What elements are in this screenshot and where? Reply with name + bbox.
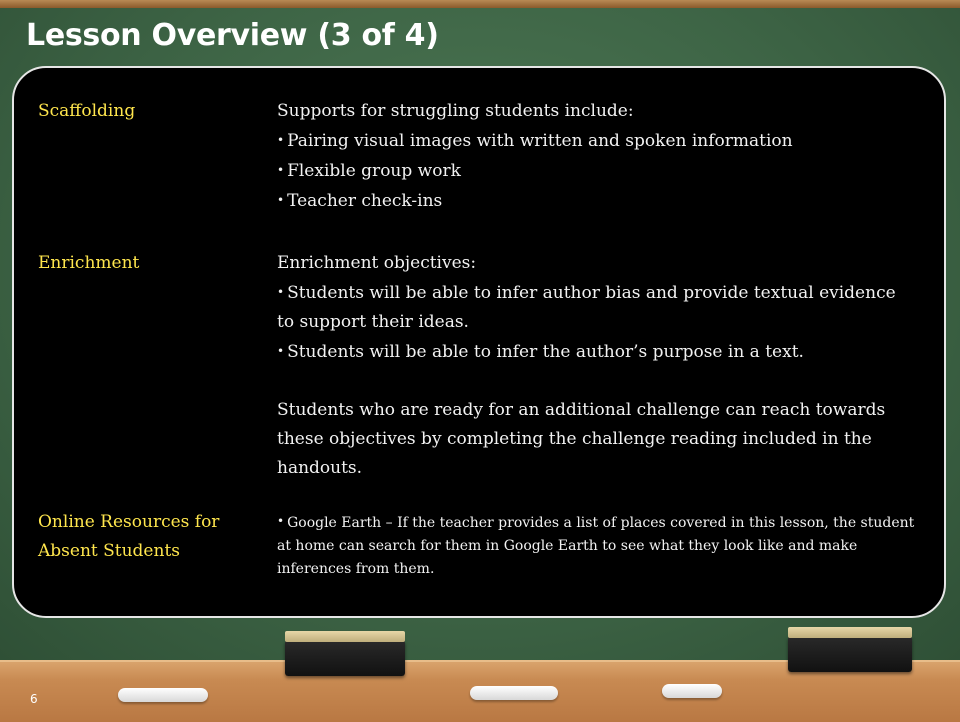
bullet-icon: • [277,285,285,299]
slide-title: Lesson Overview (3 of 4) [26,18,439,53]
list-item: • Flexible group work [277,161,461,181]
chalkboard-frame [0,0,960,8]
bullet-icon: • [277,133,285,147]
bullet-icon: • [277,193,285,207]
enrichment-label: Enrichment [38,253,140,273]
eraser-left [285,640,405,676]
list-item: • Students will be able to infer the author’s purpose in a text. [277,342,804,362]
scaffolding-intro: Supports for struggling students include: [277,101,634,121]
list-item: • Google Earth – If the teacher provides a list of places covered in this lesson, the student at home can search for them in Google Earth to see what they look like and make inferences from them. [277,514,915,577]
list-item: • Students will be able to infer author bias and provide textual evidence to support their ideas. [277,283,896,332]
enrichment-content [277,249,917,483]
list-item: • Teacher check-ins [277,191,443,211]
bullet-icon: • [277,344,285,358]
chalk-piece [118,688,208,702]
online-resources-content [277,510,922,581]
enrichment-intro: Enrichment objectives: [277,253,477,273]
chalk-piece [662,684,722,698]
chalk-piece [470,686,558,700]
scaffolding-content [277,97,917,216]
bullet-icon: • [277,514,285,528]
scaffolding-list [277,126,917,216]
online-resources-list [277,510,922,581]
enrichment-list [277,278,917,367]
enrichment-paragraph: Students who are ready for an additional challenge can reach towards these objectives by completing the challenge reading included in the handouts. [277,400,886,478]
online-resources-label: Online Resources for Absent Students [38,512,220,561]
list-item: • Pairing visual images with written and spoken information [277,131,793,151]
scaffolding-label: Scaffolding [38,101,136,121]
eraser-right [788,636,912,672]
page-number: 6 [30,692,38,706]
bullet-icon: • [277,163,285,177]
